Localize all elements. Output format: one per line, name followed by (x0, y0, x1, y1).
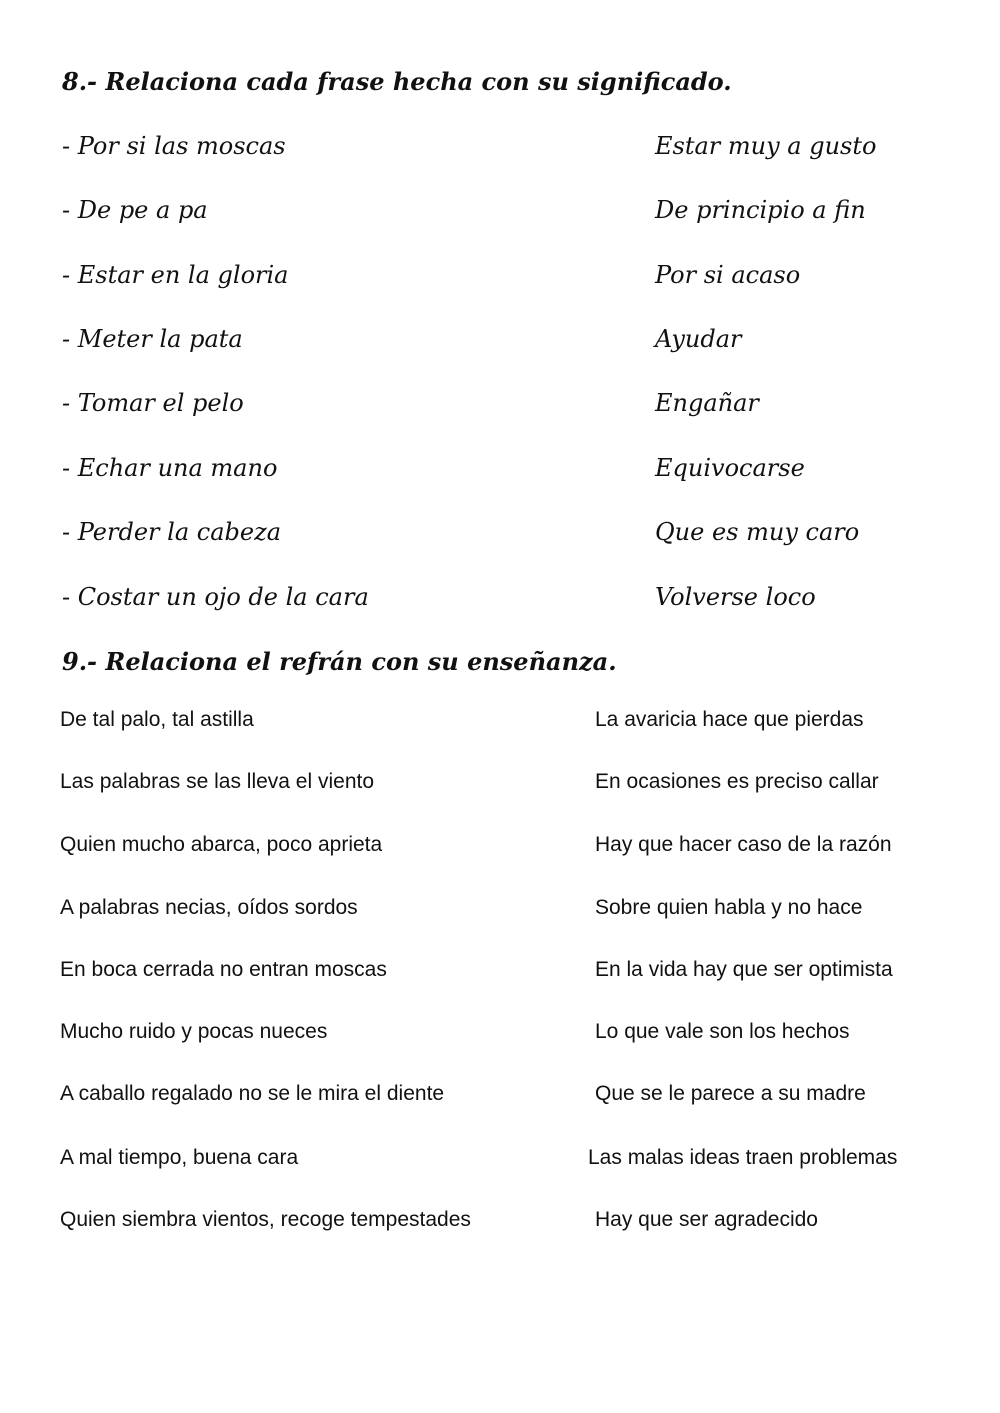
lesson-text: Sobre quien habla y no hace (595, 896, 863, 919)
proverb-row (0, 1021, 1000, 1051)
phrase-row (0, 134, 1000, 164)
proverb-row (0, 834, 1000, 864)
phrase-text: - Perder la cabeza (62, 518, 282, 546)
meaning-text: Que es muy caro (655, 518, 860, 546)
phrase-text: - Por si las moscas (62, 132, 286, 160)
meaning-text: Engañar (655, 389, 759, 417)
proverb-text: A palabras necias, oídos sordos (60, 896, 358, 919)
phrase-text: - Costar un ojo de la cara (62, 583, 369, 611)
proverb-text: Las palabras se las lleva el viento (60, 770, 375, 793)
phrase-text: - De pe a pa (62, 196, 208, 224)
phrase-row (0, 263, 1000, 293)
lesson-text: La avaricia hace que pierdas (595, 708, 864, 731)
phrase-row (0, 391, 1000, 421)
proverb-text: A mal tiempo, buena cara (60, 1146, 299, 1169)
lesson-text: Que se le parece a su madre (595, 1082, 866, 1105)
meaning-text: Por si acaso (655, 261, 801, 289)
phrase-row (0, 585, 1000, 615)
lesson-text: Lo que vale son los hechos (595, 1020, 850, 1043)
phrase-row (0, 456, 1000, 486)
lesson-text: Hay que ser agradecido (595, 1208, 818, 1231)
proverb-row (0, 771, 1000, 801)
proverb-row (0, 1209, 1000, 1239)
proverb-text: A caballo regalado no se le mira el diente (60, 1082, 445, 1105)
phrase-row (0, 198, 1000, 228)
proverb-row (0, 1147, 1000, 1177)
proverb-text: Quien siembra vientos, recoge tempestades (60, 1208, 471, 1231)
proverb-row (0, 959, 1000, 989)
proverb-row (0, 1083, 1000, 1113)
proverb-text: En boca cerrada no entran moscas (60, 958, 387, 981)
exercise-8-title: 8.- Relaciona cada frase hecha con su significado. (62, 67, 732, 96)
lesson-text: Hay que hacer caso de la razón (595, 833, 892, 856)
phrase-text: - Tomar el pelo (62, 389, 244, 417)
proverb-row (0, 709, 1000, 739)
exercise-9-title: 9.- Relaciona el refrán con su enseñanza. (62, 647, 617, 676)
meaning-text: De principio a fin (655, 196, 866, 224)
meaning-text: Volverse loco (655, 583, 816, 611)
phrase-text: - Meter la pata (62, 325, 243, 353)
meaning-text: Equivocarse (655, 454, 805, 482)
proverb-text: De tal palo, tal astilla (60, 708, 254, 731)
lesson-text: En la vida hay que ser optimista (595, 958, 893, 981)
phrase-row (0, 327, 1000, 357)
phrase-text: - Echar una mano (62, 454, 278, 482)
proverb-text: Quien mucho abarca, poco aprieta (60, 833, 383, 856)
phrase-row (0, 520, 1000, 550)
proverb-row (0, 897, 1000, 927)
phrase-text: - Estar en la gloria (62, 261, 289, 289)
meaning-text: Estar muy a gusto (655, 132, 877, 160)
proverb-text: Mucho ruido y pocas nueces (60, 1020, 328, 1043)
lesson-text: En ocasiones es preciso callar (595, 770, 879, 793)
lesson-text: Las malas ideas traen problemas (588, 1146, 898, 1169)
meaning-text: Ayudar (655, 325, 742, 353)
